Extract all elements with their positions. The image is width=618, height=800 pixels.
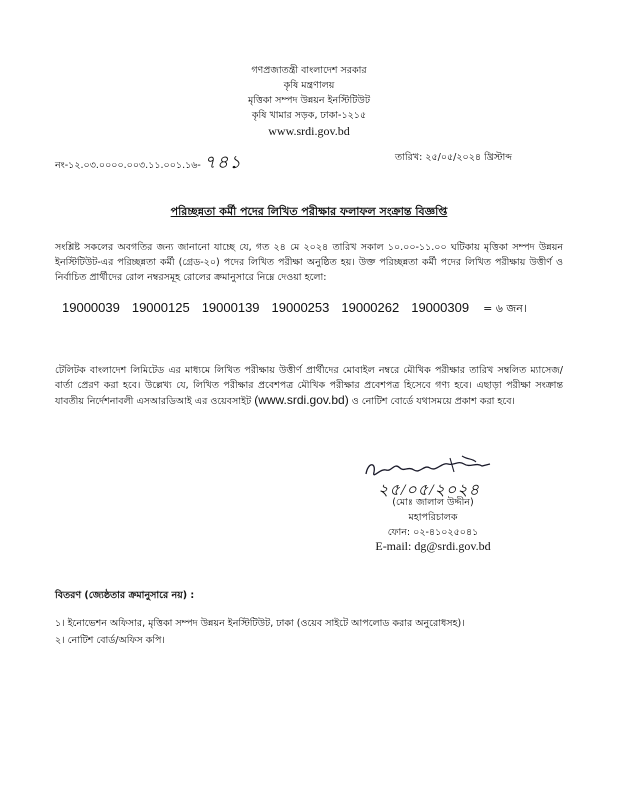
signatory-email[interactable]: E-mail: dg@srdi.gov.bd [375,539,491,553]
roll-number: 19000125 [131,300,190,315]
roll-number: 19000039 [62,300,120,315]
notice-paragraph-1: সংশ্লিষ্ট সকলের অবগতির জন্য জানানো যাচ্ছে যে, গত ২৪ মে ২০২৪ তারিখ সকাল ১০.০০-১১.০০ ঘটিকায় মৃত্তিকা সম্পদ উন্নয়ন ইনস্টিটিউট-এর পরিচ্ছন্নতা কর্মী (গ্রেড-২০) পদের লিখিত পরীক্ষা অনুষ্ঠিত হয়। উক্ত পরিচ্ছন্নতা কর্মী পদের লিখিত পরীক্ষায় উত্তীর্ণ ও নির্বাচিত প্রার্থীদের রোল নম্বরসমূহ রোলের ক্রমানুসারে নিম্নে দেওয়া হলো: [55,242,563,283]
signatory-name: (মোঃ জালাল উদ্দীন) [392,497,474,508]
memo-handwritten-number: ৭৪১ [203,152,242,172]
memo-number [55,148,242,179]
signatory-phone: ফোন: ০২-৪১০২৫০৪১ [387,527,479,538]
header-institute: মৃত্তিকা সম্পদ উন্নয়ন ইনস্টিটিউট [247,95,371,106]
roll-count: = ৬ জন। [483,302,527,315]
memo-number-text: নং-১২.০৩.০০০০.০০৩.১১.০০১.১৬- [55,160,201,171]
roll-number: 19000309 [411,300,470,315]
memo-date: তারিখ: ২৫/০৫/২০২৪ খ্রিস্টাব্দ [395,152,512,163]
distribution-item: ২। নোটিশ বোর্ড/অফিস কপি। [55,635,165,646]
notice-paragraph-2 [55,363,563,409]
header-ministry: কৃষি মন্ত্রণালয় [283,80,335,91]
notice-subject: পরিচ্ছন্নতা কর্মী পদের লিখিত পরীক্ষার ফলাফল সংক্রান্ত বিজ্ঞপ্তি [170,205,448,218]
roll-number: 19000253 [271,300,330,315]
distribution-item: ১। ইনোভেশন অফিসার, মৃত্তিকা সম্পদ উন্নয়ন ইনস্টিটিউট, ঢাকা (ওয়েব সাইটে আপলোড করার অনুরোধসহ)। [55,618,465,629]
roll-number-list [62,300,527,319]
website-link[interactable]: (www.srdi.gov.bd) [254,393,349,407]
header-website: www.srdi.gov.bd [268,124,350,138]
paragraph-2-text-end: ও নোটিশ বোর্ডে যথাসময়ে প্রকাশ করা হবে। [348,396,515,407]
signatory-designation: মহাপরিচালক [408,512,458,523]
header-government: গণপ্রজাতন্ত্রী বাংলাদেশ সরকার [251,65,367,76]
distribution-title: বিতরণ (জ্যেষ্ঠতার ক্রমানুসারে নয়) : [55,590,195,601]
signature-date: ২৫/০৫/২০২৪ [378,482,481,499]
roll-number: 19000139 [201,300,260,315]
roll-number: 19000262 [341,300,400,315]
paragraph-2-text: টেলিটক বাংলাদেশ লিমিটেড এর মাধ্যমে লিখিত পরীক্ষায় উত্তীর্ণ প্রার্থীদের মোবাইল নম্বরে মৌখিক পরীক্ষার তারিখ সম্বলিত ম্যাসেজ/বার্তা প্রেরণ করা হবে। উল্লেখ্য যে, লিখিত পরীক্ষার প্রবেশপত্র মৌখিক পরীক্ষার প্রবেশপত্র হিসেবে গণ্য হবে। এছাড়া পরীক্ষা সংক্রান্ত যাবতীয় নির্দেশনাবলী এসআরডিআই এর ওয়েবসাইট [55,365,563,407]
header-address: কৃষি খামার সড়ক, ঢাকা-১২১৫ [251,110,367,121]
